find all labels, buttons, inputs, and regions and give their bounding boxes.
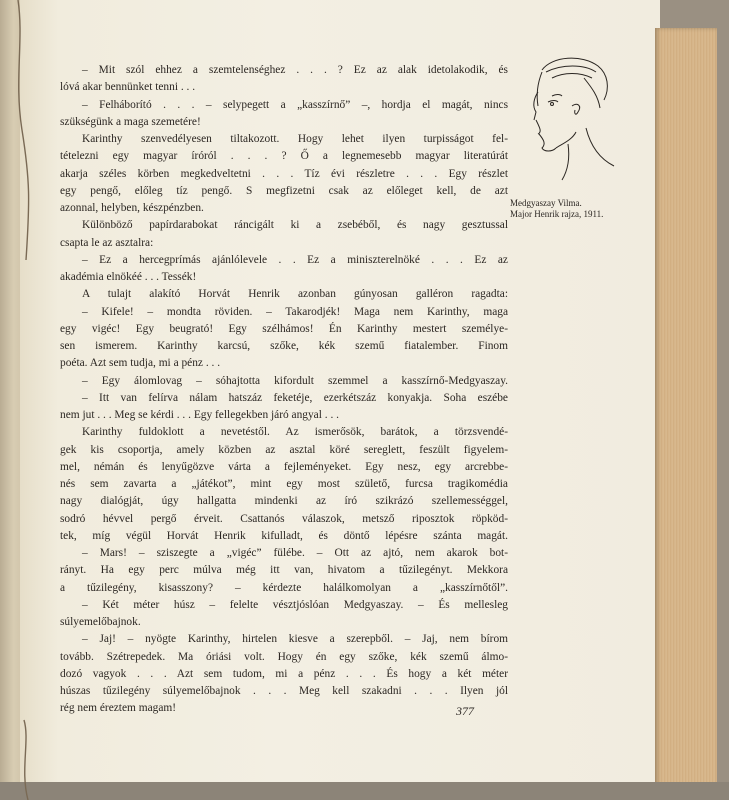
text-line: nés sem zavarta a „játékot”, mint egy most születő, furcsa tragikomédia — [60, 478, 508, 490]
binding-thread — [0, 0, 40, 800]
text-line: – Felháborító . . . – selypegett a „kasszírnő” –, hordja el magát, nincs — [82, 98, 508, 111]
text-line: – Két méter húsz – felelte vésztjóslóan Medgyaszay. – És mellesleg — [82, 598, 508, 611]
text-line: mel, némán és lenyűgözve várta a fejleményeket. Egy nesz, egy arcrebbe- — [60, 460, 508, 473]
text-line: Karinthy fuldoklott a nevetéstől. Az ismerősök, barátok, a törzsvendé- — [82, 426, 508, 439]
text-line: gek kis csoportja, amely közben az asztal köré sereglett, feszült figyelem- — [60, 443, 508, 456]
text-line: – Itt van felírva nálam hatszáz feketéje, ezerkétszáz konyakja. Soha eszébe — [82, 391, 508, 404]
text-line: egy vigéc! Egy beugrató! Egy szélhámos! Én Karinthy mestert személye- — [60, 322, 508, 335]
text-line: akadémia elnökéé . . . Tessék! — [60, 271, 197, 283]
text-line: – Mit szól ehhez a szemtelenséghez . . . ? Ez az alak idetolakodik, és — [82, 64, 508, 76]
text-line: nagy dialógját, úgy hallgatta mindenki az író szikrázó szellemességgel, — [60, 495, 508, 508]
caption-line: Medgyaszay Vilma. — [510, 198, 582, 208]
body-text — [60, 62, 508, 718]
caption-line: Major Henrik rajza, 1911. — [510, 209, 604, 219]
text-line: akarja széles körben megkedveltetni . . . Tíz évi részletre . . . Egy részlet — [60, 167, 508, 180]
text-line: szükségünk a maga szemetére! — [60, 115, 201, 128]
text-line: tovább. Szétrepedek. Ma óriási volt. Hogy én egy szőke, kék szemű álmo- — [60, 650, 508, 663]
text-line: rányt. Ha egy perc múlva még itt van, hivatom a tűzilegényt. Mekkora — [60, 564, 508, 577]
text-line: A tulajt alakító Horvát Henrik azonban gúnyosan galléron ragadta: — [82, 288, 508, 301]
text-line: azonnal, helyben, készpénzben. — [60, 202, 204, 214]
text-line: tek, míg végül Horvát Henrik kifulladt, és döntő lépésre szánta magát. — [60, 529, 508, 542]
page-stack-edge — [655, 28, 717, 788]
text-line: Karinthy szenvedélyesen tiltakozott. Hogy lehet ilyen turpisságot fel- — [82, 133, 508, 145]
text-line: tételezni egy magyar íróról . . . ? Ő a legnemesebb magyar literatúrát — [60, 150, 508, 163]
text-line: csapta le az asztalra: — [60, 236, 154, 249]
book-cover-bottom — [0, 782, 729, 800]
text-line: súlyemelőbajnok. — [60, 616, 141, 628]
figure-caption — [510, 198, 630, 220]
text-line: sen ismerem. Karinthy karcsú, szőke, kék szemű fiatalember. Finom — [60, 340, 508, 352]
text-line: – Kifele! – mondta röviden. – Takarodjék! Maga nem Karinthy, maga — [82, 305, 508, 318]
text-line: sodró hévvel pergő érveit. Csattanós válaszok, metsző riposztok röpköd- — [60, 512, 508, 525]
text-line: lóvá akar bennünket tenni . . . — [60, 81, 196, 94]
text-line: Különböző papírdarabokat ráncigált ki a zsebéből, és nagy gesztussal — [82, 219, 508, 232]
text-line: rég nem éreztem magam! — [60, 702, 177, 715]
text-line: – Jaj! – nyögte Karinthy, hirtelen kiesve a szerepből. – Jaj, nem bírom — [82, 633, 508, 646]
text-line: egy pengő, előleg tíz pengő. S megfizetni csak az előleget kell, de azt — [60, 184, 508, 197]
text-line: – Egy álomlovag – sóhajtotta kifordult szemmel a kasszírnő-Medgyaszay. — [82, 374, 508, 387]
text-line: – Mars! – sziszegte a „vigéc” fülébe. – Ott az ajtó, nem akarok bot- — [82, 547, 508, 559]
page-number: 377 — [456, 704, 474, 718]
text-line: nem jut . . . Meg se kérdi . . . Egy fellegekben járó angyal . . . — [60, 409, 339, 421]
portrait-sketch — [512, 48, 622, 186]
text-line: – Ez a hercegprímás ajánlólevele . . Ez a miniszterelnöké . . . Ez az — [82, 253, 508, 266]
text-line: poéta. Azt sem tudja, mi a pénz . . . — [60, 357, 221, 370]
text-line: dozó vagyok . . . Azt sem tudom, mi a pénz . . . És hogy a két méter — [60, 667, 508, 680]
text-line: a tűzilegény, kisasszony? – kérdezte halálkomolyan a „kasszírnőtől”. — [60, 581, 508, 594]
text-line: húszas tűzilegény súlyemelőbajnok . . . Meg kell szakadni . . . Ilyen jól — [60, 685, 508, 697]
